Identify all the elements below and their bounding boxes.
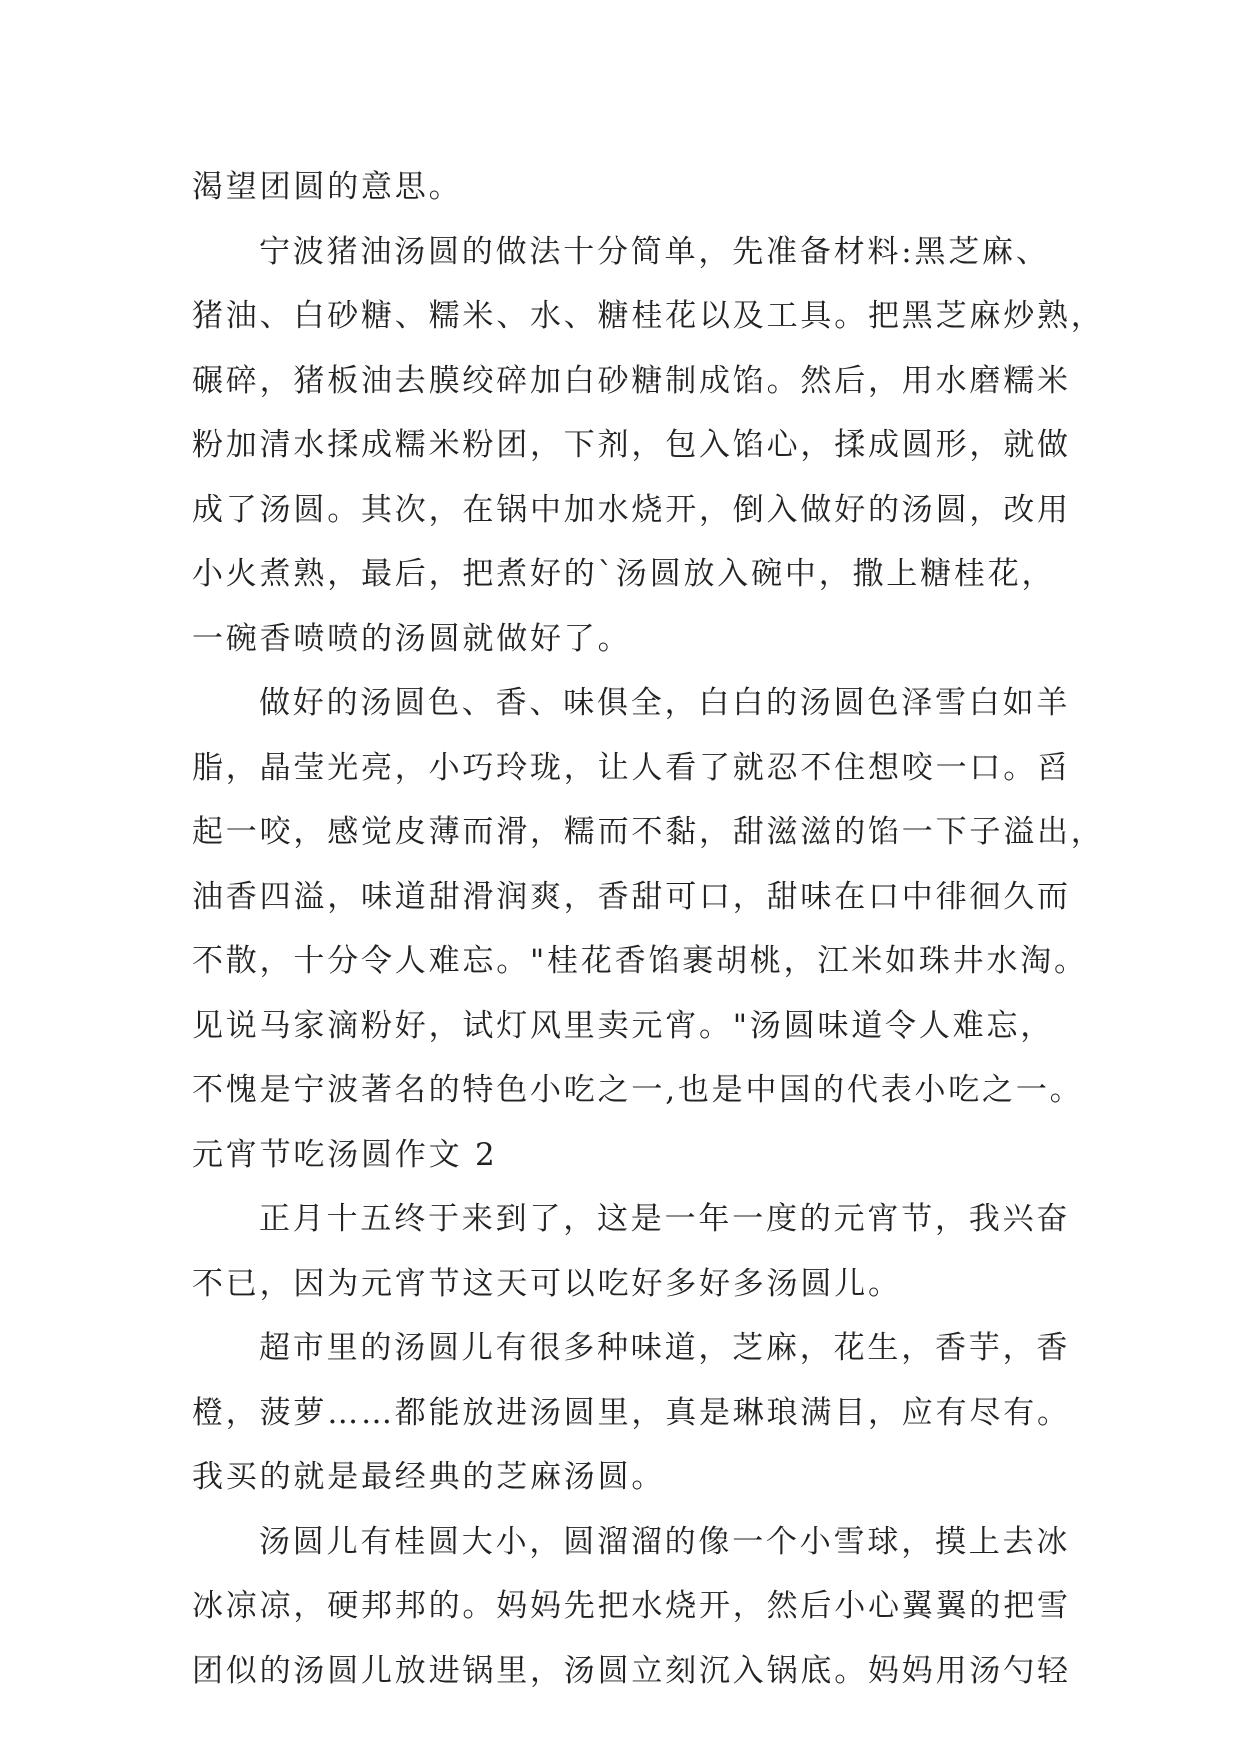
text-line: 不散，十分令人难忘。"桂花香馅裹胡桃，江米如珠井水淘。	[192, 943, 1088, 979]
text-line: 橙，菠萝……都能放进汤圆里，真是琳琅满目，应有尽有。	[192, 1394, 1071, 1431]
text-line: 我买的就是最经典的芝麻汤圆。	[192, 1459, 666, 1495]
text-line: 不已，因为元宵节这天可以吃好多好多汤圆儿。	[192, 1265, 902, 1302]
text-line: 冰凉凉，硬邦邦的。妈妈先把水烧开，然后小心翼翼的把雪	[192, 1588, 1071, 1624]
text-line: 起一咬，感觉皮薄而滑，糯而不黏，甜滋滋的馅一下子溢出，	[192, 814, 1105, 850]
text-line: 汤圆儿有桂圆大小，圆溜溜的像一个小雪球，摸上去冰	[259, 1523, 1071, 1560]
text-line: 团似的汤圆儿放进锅里，汤圆立刻沉入锅底。妈妈用汤勺轻	[192, 1652, 1071, 1689]
text-line: 碾碎，猪板油去膜绞碎加白砂糖制成馅。然后，用水磨糯米	[192, 362, 1071, 399]
text-line: 脂，晶莹光亮，小巧玲珑，让人看了就忍不住想咬一口。舀	[192, 749, 1071, 786]
text-line: 正月十五终于来到了，这是一年一度的元宵节，我兴奋	[259, 1201, 1071, 1237]
text-line: 小火煮熟，最后，把煮好的`汤圆放入碗中，撒上糖桂花，	[192, 556, 1056, 592]
text-line: 油香四溢，味道甜滑润爽，香甜可口，甜味在口中徘徊久而	[192, 878, 1071, 915]
text-line: 猪油、白砂糖、糯米、水、糖桂花以及工具。把黑芝麻炒熟，	[192, 298, 1105, 334]
article-body	[192, 155, 1105, 1703]
text-line: 不愧是宁波著名的特色小吃之一,也是中国的代表小吃之一。	[192, 1072, 1084, 1108]
section-heading: 元宵节吃汤圆作文 2	[192, 1136, 498, 1173]
text-line: 宁波猪油汤圆的做法十分简单，先准备材料:黑芝麻、	[259, 233, 1050, 270]
text-line: 超市里的汤圆儿有很多种味道，芝麻，花生，香芋，香	[259, 1330, 1071, 1366]
text-line: 做好的汤圆色、香、味俱全，白白的汤圆色泽雪白如羊	[259, 685, 1071, 721]
text-line: 粉加清水揉成糯米粉团，下剂，包入馅心，揉成圆形，就做	[192, 427, 1071, 463]
text-line: 见说马家滴粉好，试灯风里卖元宵。"汤圆味道令人难忘，	[192, 1007, 1055, 1044]
text-line: 一碗香喷喷的汤圆就做好了。	[192, 620, 632, 657]
text-line: 渴望团圆的意思。	[192, 169, 463, 205]
text-line: 成了汤圆。其次，在锅中加水烧开，倒入做好的汤圆，改用	[192, 491, 1071, 528]
